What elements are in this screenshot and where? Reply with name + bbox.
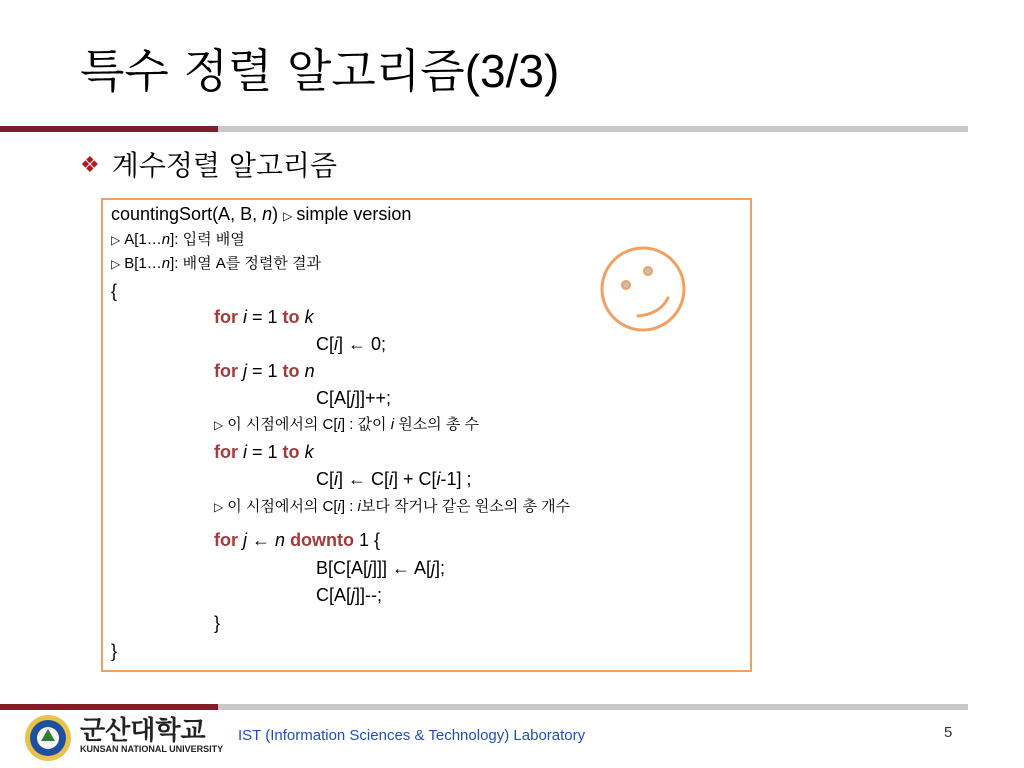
top-divider <box>218 126 968 132</box>
top-accent-bar <box>0 126 218 132</box>
comment-triangle-icon: ▷ <box>214 500 224 514</box>
comment-triangle-icon: ▷ <box>283 209 293 223</box>
comment-triangle-icon: ▷ <box>214 418 224 432</box>
code-line-9: ▷ 이 시점에서의 C[i] : 값이 i 원소의 총 수 <box>214 416 479 433</box>
code-line-1: countingSort(A, B, n) ▷ simple version <box>111 204 412 224</box>
code-line-14: B[C[A[j]]] ← A[j]; <box>316 558 446 578</box>
bullet-diamond-icon: ❖ <box>80 153 100 178</box>
slide-title-num: (3/3) <box>464 45 560 97</box>
comment-triangle-icon: ▷ <box>111 257 121 271</box>
code-line-3: ▷ B[1…n]: 배열 A를 정렬한 결과 <box>111 255 322 272</box>
code-line-13: for j ← n downto 1 { <box>214 530 381 550</box>
code-line-16: } <box>214 613 221 633</box>
code-line-15: C[A[j]]--; <box>316 585 383 605</box>
code-line-17: } <box>111 641 118 661</box>
code-line-2: ▷ A[1…n]: 입력 배열 <box>111 231 245 248</box>
slide-title <box>80 44 560 98</box>
code-line-10: for i = 1 to k <box>214 442 314 462</box>
code-line-7: for j = 1 to n <box>214 361 315 381</box>
university-name-kr: 군산대학교 <box>80 716 206 746</box>
code-line-5: for i = 1 to k <box>214 307 314 327</box>
university-seal-icon <box>24 714 72 762</box>
slide-title-kr: 특수 정렬 알고리즘 <box>80 44 465 98</box>
footer-lab-name: IST (Information Sciences & Technology) Laboratory <box>238 727 586 744</box>
page-number: 5 <box>944 724 953 741</box>
comment-triangle-icon: ▷ <box>111 233 121 247</box>
code-line-6: C[i] ← 0; <box>316 334 387 354</box>
code-line-8: C[A[j]]++; <box>316 388 392 408</box>
bottom-divider <box>218 704 968 710</box>
code-line-4: { <box>111 281 118 301</box>
university-name-en: KUNSAN NATIONAL UNIVERSITY <box>80 744 224 754</box>
smiley-face-icon <box>598 244 688 334</box>
bullet-text: 계수정렬 알고리즘 <box>111 149 338 182</box>
code-line-11: C[i] ← C[i] + C[i-1] ; <box>316 469 472 489</box>
code-line-12: ▷ 이 시점에서의 C[i] : i보다 작거나 같은 원소의 총 개수 <box>214 498 571 515</box>
bullet-item <box>80 144 337 184</box>
